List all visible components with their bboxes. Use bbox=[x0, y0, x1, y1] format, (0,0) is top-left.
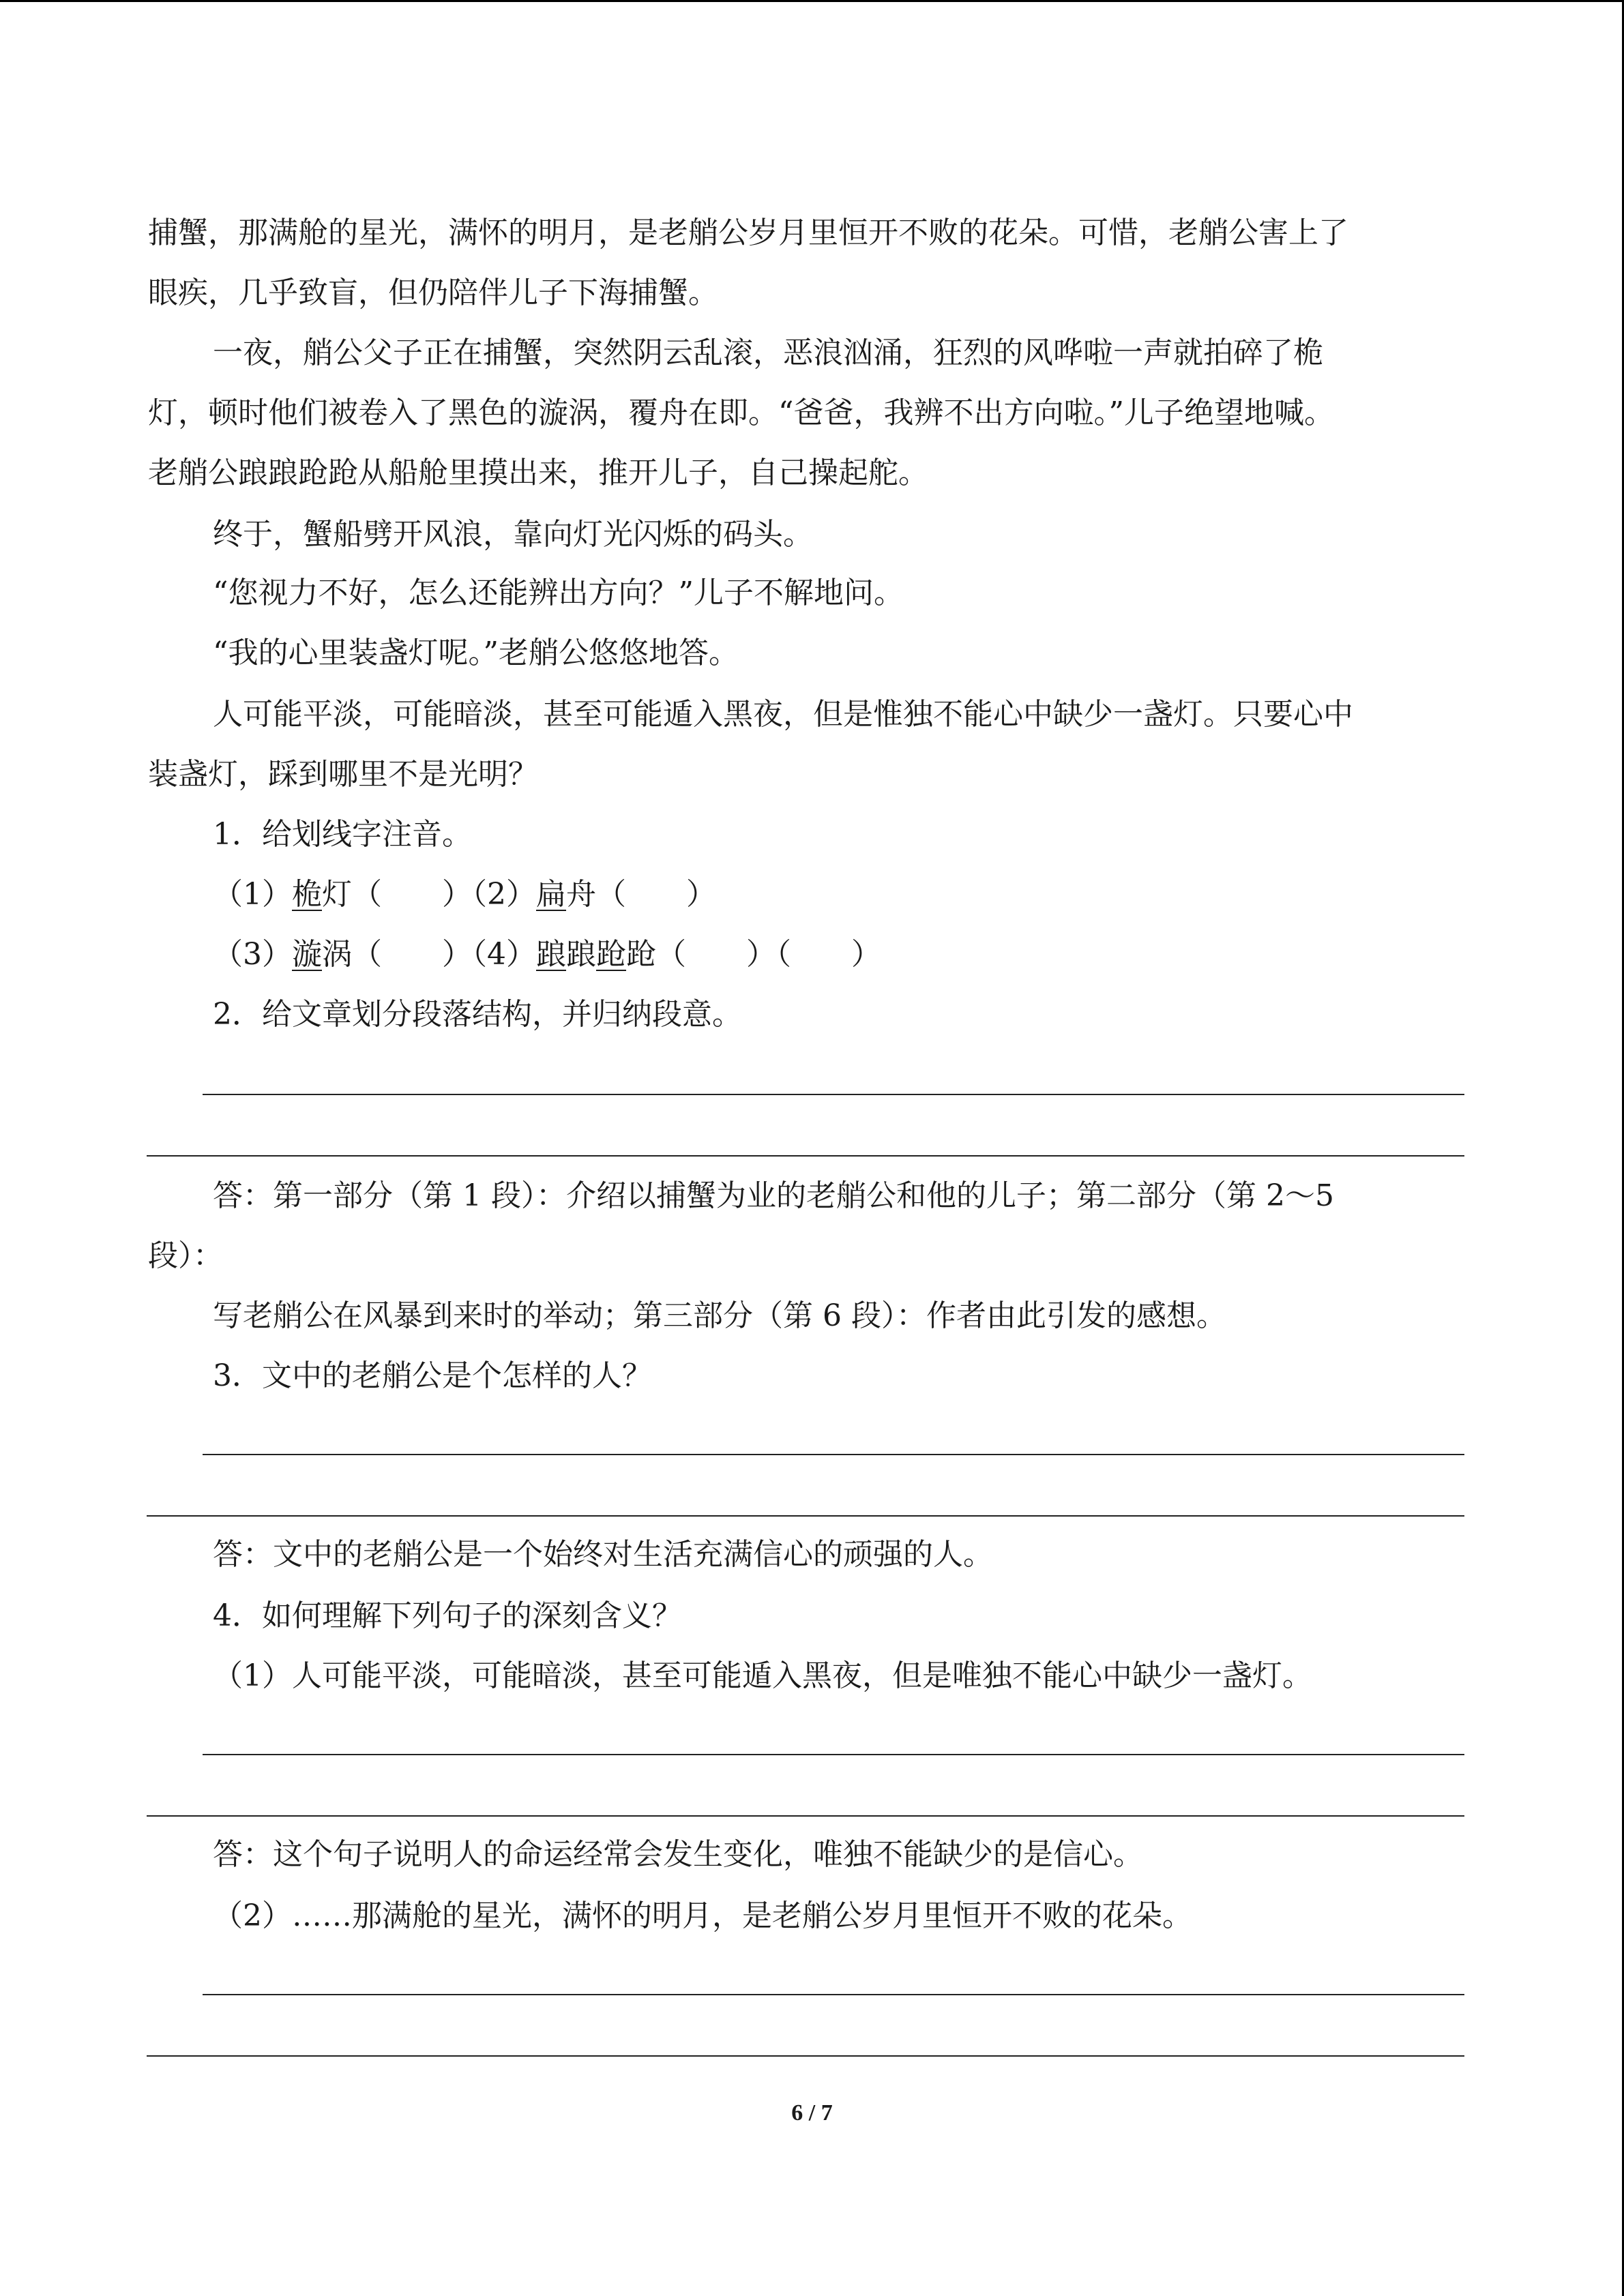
passage-line: 一夜，艄公父子正在捕蟹，突然阴云乱滚，恶浪汹涌，狂烈的风哗啦一声就拍碎了桅 bbox=[213, 336, 1323, 370]
underlined-char: 踉 bbox=[536, 937, 566, 972]
answer-line bbox=[147, 2055, 1464, 2057]
answer-text: 段）： bbox=[148, 1238, 223, 1273]
question-3-title: 3．文中的老艄公是个怎样的人？ bbox=[213, 1358, 652, 1393]
item-number: （3） bbox=[213, 937, 292, 972]
item-text: 舟（ ） bbox=[566, 877, 716, 912]
answer-text: 答：这个句子说明人的命运经常会发生变化，唯独不能缺少的是信心。 bbox=[213, 1837, 1143, 1872]
answer-text: 写老艄公在风暴到来时的举动；第三部分（第 6 段）：作者由此引发的感想。 bbox=[213, 1298, 1226, 1333]
underlined-char: 桅 bbox=[292, 877, 322, 912]
question-1-row-1 bbox=[213, 876, 1624, 914]
answer-text: 答：第一部分（第 1 段）：介绍以捕蟹为业的老艄公和他的儿子；第二部分（第 2～5 bbox=[213, 1178, 1334, 1213]
question-1-row-2 bbox=[213, 936, 1624, 974]
passage-line: “您视力不好，怎么还能辨出方向？”儿子不解地问。 bbox=[213, 576, 904, 610]
passage-line: “我的心里装盏灯呢。”老艄公悠悠地答。 bbox=[213, 636, 739, 670]
passage-line: 灯，顿时他们被卷入了黑色的漩涡，覆舟在即。“爸爸，我辨不出方向啦。”儿子绝望地喊。 bbox=[148, 396, 1334, 430]
answer-line bbox=[203, 1754, 1464, 1755]
underlined-char: 扁 bbox=[536, 877, 566, 912]
passage-line: 眼疾，几乎致盲，但仍陪伴儿子下海捕蟹。 bbox=[148, 275, 718, 310]
answer-line bbox=[203, 1454, 1464, 1455]
answer-line bbox=[203, 1994, 1464, 1995]
passage-line: 装盏灯，踩到哪里不是光明？ bbox=[148, 757, 538, 792]
underlined-char: 跄 bbox=[596, 937, 626, 972]
item-text: 灯（ ）（2） bbox=[322, 877, 536, 912]
question-1-title: 1．给划线字注音。 bbox=[213, 817, 472, 852]
question-4-sentence-2: （2）……那满舱的星光，满怀的明月，是老艄公岁月里恒开不败的花朵。 bbox=[213, 1898, 1192, 1933]
passage-line: 人可能平淡，可能暗淡，甚至可能遁入黑夜，但是惟独不能心中缺少一盏灯。只要心中 bbox=[213, 697, 1353, 732]
answer-line bbox=[147, 1815, 1464, 1817]
passage-line: 捕蟹，那满舱的星光，满怀的明月，是老艄公岁月里恒开不败的花朵。可惜，老艄公害上了 bbox=[148, 215, 1348, 250]
answer-line bbox=[203, 1094, 1464, 1095]
passage-line: 终于，蟹船劈开风浪，靠向灯光闪烁的码头。 bbox=[213, 517, 813, 552]
question-4-title: 4．如何理解下列句子的深刻含义？ bbox=[213, 1598, 682, 1633]
answer-text: 答：文中的老艄公是一个始终对生活充满信心的顽强的人。 bbox=[213, 1537, 993, 1572]
item-number: （1） bbox=[213, 877, 292, 912]
passage-line: 老艄公踉踉跄跄从船舱里摸出来，推开儿子，自己操起舵。 bbox=[148, 456, 928, 490]
item-text: 踉 bbox=[566, 937, 596, 972]
question-4-sentence-1: （1）人可能平淡，可能暗淡，甚至可能遁入黑夜，但是唯独不能心中缺少一盏灯。 bbox=[213, 1658, 1312, 1693]
item-text: 跄（ ）（ ） bbox=[626, 937, 881, 972]
underlined-char: 漩 bbox=[292, 937, 322, 972]
question-2-title: 2．给文章划分段落结构，并归纳段意。 bbox=[213, 997, 742, 1032]
item-text: 涡（ ）（4） bbox=[322, 937, 536, 972]
answer-line bbox=[147, 1515, 1464, 1517]
answer-line bbox=[147, 1155, 1464, 1157]
page-top-border bbox=[0, 0, 1624, 2]
page-number: 6 / 7 bbox=[791, 2100, 833, 2126]
